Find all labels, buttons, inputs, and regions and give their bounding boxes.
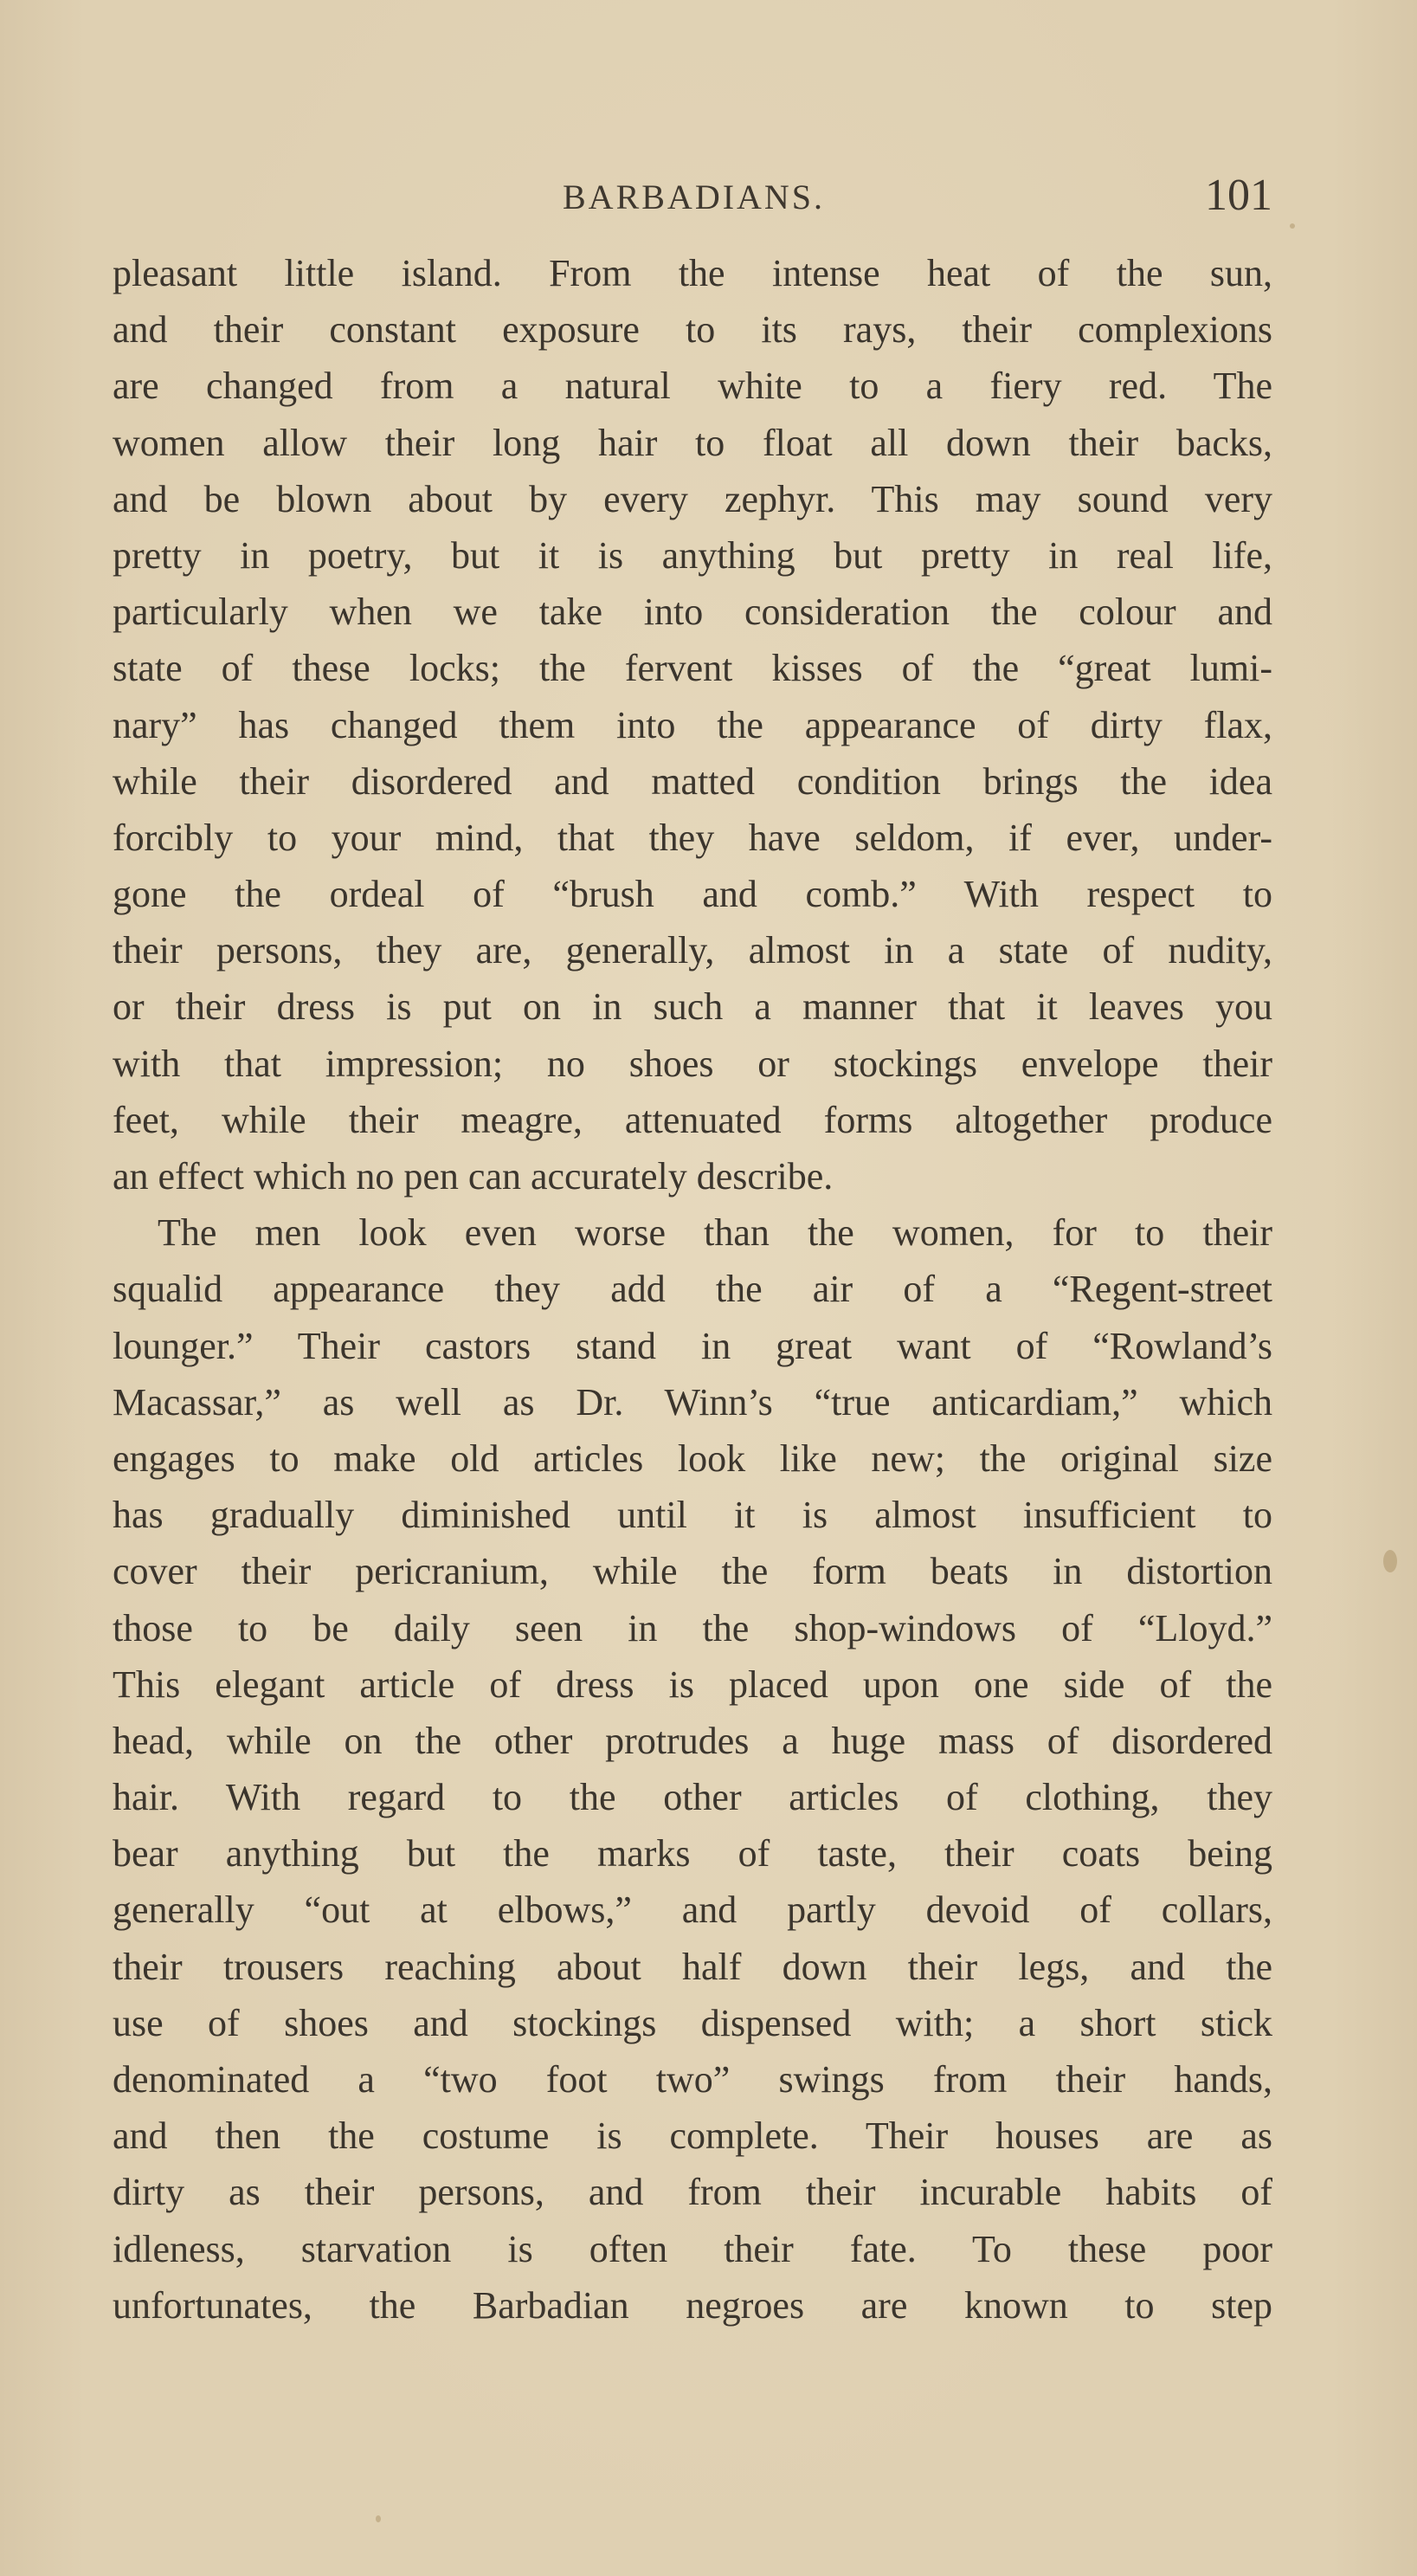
text-line: bear anything but the marks of taste, their coats being <box>113 1832 1272 1876</box>
text-line: feet, while their meagre, attenuated forms altogether produce <box>113 1098 1272 1141</box>
body-text <box>113 245 1272 2334</box>
text-line: unfortunates, the Barbadian negroes are known to step <box>113 2283 1272 2327</box>
text-line: lounger.” Their castors stand in great want of “Rowland’s <box>113 1324 1272 1367</box>
text-line: hair. With regard to the other articles of clothing, they <box>113 1776 1272 1819</box>
text-line: gone the ordeal of “brush and comb.” With respect to <box>113 873 1272 916</box>
text-line: idleness, starvation is often their fate. To these poor <box>113 2227 1272 2270</box>
text-line: Macassar,” as well as Dr. Winn’s “true anticardiam,” which <box>113 1380 1272 1424</box>
text-line: particularly when we take into consideration the colour and <box>113 591 1272 634</box>
running-title: BARBADIANS. <box>563 178 826 216</box>
text-line: their persons, they are, generally, almost in a state of nudity, <box>113 929 1272 972</box>
text-line: those to be daily seen in the shop-windows of “Lloyd.” <box>113 1606 1272 1650</box>
text-line: engages to make old articles look like new; the original size <box>113 1436 1272 1480</box>
text-line: denominated a “two foot two” swings from their hands, <box>113 2058 1272 2101</box>
text-line: women allow their long hair to float all down their backs, <box>113 421 1272 464</box>
text-line: while their disordered and matted condition brings the idea <box>113 759 1272 803</box>
text-line: or their dress is put on in such a manner that it leaves you <box>113 985 1272 1029</box>
paragraph-end-line: an effect which no pen can accurately describe. <box>113 1155 834 1198</box>
paper-foxing-spot <box>376 2515 381 2522</box>
text-line: head, while on the other protrudes a huge mass of disordered <box>113 1719 1272 1762</box>
text-line: and then the costume is complete. Their houses are as <box>113 2114 1272 2158</box>
text-line: generally “out at elbows,” and partly devoid of collars, <box>113 1888 1272 1932</box>
text-line: their trousers reaching about half down their legs, and the <box>113 1945 1272 1988</box>
text-line: This elegant article of dress is placed upon one side of the <box>113 1662 1272 1706</box>
paragraph-start-line: The men look even worse than the women, for to their <box>158 1211 1272 1255</box>
paper-foxing-spot <box>1290 223 1295 229</box>
text-line: nary” has changed them into the appearance of dirty flax, <box>113 703 1272 746</box>
text-line: and be blown about by every zephyr. This may sound very <box>113 477 1272 520</box>
text-line: forcibly to your mind, that they have seldom, if ever, under- <box>113 816 1272 859</box>
text-line: cover their pericranium, while the form beats in distortion <box>113 1550 1272 1593</box>
text-line: squalid appearance they add the air of a “Regent-street <box>113 1268 1272 1311</box>
text-line: use of shoes and stockings dispensed with; a short stick <box>113 2001 1272 2044</box>
text-line: state of these locks; the fervent kisses of the “great lumi- <box>113 647 1272 690</box>
text-line: dirty as their persons, and from their incurable habits of <box>113 2171 1272 2214</box>
running-header <box>113 170 1272 222</box>
text-line: and their constant exposure to its rays, their complexions <box>113 308 1272 352</box>
text-line: with that impression; no shoes or stockings envelope their <box>113 1042 1272 1085</box>
text-line: pretty in poetry, but it is anything but pretty in real life, <box>113 533 1272 577</box>
paper-foxing-spot <box>1383 1550 1397 1572</box>
text-line: pleasant little island. From the intense heat of the sun, <box>113 252 1272 294</box>
page-number: 101 <box>1205 171 1272 220</box>
text-line: are changed from a natural white to a fiery red. The <box>113 365 1272 408</box>
text-line: has gradually diminished until it is almost insufficient to <box>113 1494 1272 1537</box>
